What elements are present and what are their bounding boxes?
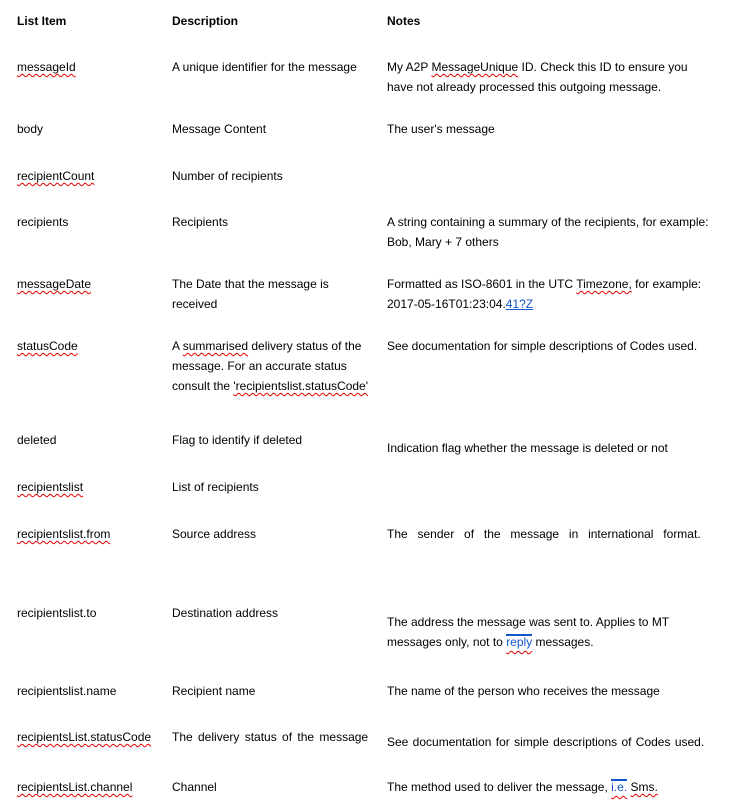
row-recipientsList-channel xyxy=(0,777,729,804)
description-cell xyxy=(172,430,374,450)
text-segment: Formatted as ISO-8601 in the UTC xyxy=(387,277,577,291)
table-header-row xyxy=(0,11,729,57)
row-recipientCount xyxy=(0,166,729,212)
misspelled-text: messageId xyxy=(17,60,76,74)
text-segment: A xyxy=(172,339,183,353)
text-segment: The delivery status of the message xyxy=(172,730,369,744)
notes-cell xyxy=(387,430,714,458)
notes-cell xyxy=(387,212,714,252)
text-segment: recipients xyxy=(17,215,69,229)
list-item-cell xyxy=(17,603,172,623)
misspelled-text: Timezone, xyxy=(576,277,632,291)
row-recipientslist-to xyxy=(0,603,729,681)
row-recipientsList-statusCode xyxy=(0,727,729,777)
text-segment: body xyxy=(17,122,44,136)
row-recipientslist xyxy=(0,477,729,524)
row-messageDate xyxy=(0,274,729,336)
list-item-cell xyxy=(17,336,172,356)
text-segment: Indication flag whether the message is deleted or not xyxy=(387,441,668,455)
text-segment: List of recipients xyxy=(172,480,259,494)
row-recipientslist-name xyxy=(0,681,729,727)
text-segment: The user's message xyxy=(387,122,495,136)
hyperlink[interactable]: reply xyxy=(506,635,533,649)
notes-cell xyxy=(387,727,714,752)
misspelled-text: summarised xyxy=(182,339,249,353)
misspelled-text: recipientslist xyxy=(17,480,84,494)
list-item-cell xyxy=(17,524,172,544)
text-segment: recipientslist.to xyxy=(17,606,97,620)
description-cell xyxy=(172,727,374,747)
description-cell xyxy=(172,274,374,314)
list-item-cell xyxy=(17,430,172,450)
text-segment: Destination address xyxy=(172,606,279,620)
hyperlink[interactable]: 41?Z xyxy=(505,297,534,311)
text-segment: A unique identifier for the message xyxy=(172,60,357,74)
text-segment: recipientslist.name xyxy=(17,684,117,698)
text-segment: Message Content xyxy=(172,122,267,136)
column-header-list-item: List Item xyxy=(17,14,67,28)
description-cell xyxy=(172,166,374,186)
text-segment: ID. Check this ID to ensure you have not already processed this outgoing message. xyxy=(387,60,688,94)
row-recipients xyxy=(0,212,729,274)
list-item-cell xyxy=(17,274,172,294)
description-cell xyxy=(172,57,374,77)
text-segment: Number of recipients xyxy=(172,169,283,183)
notes-cell xyxy=(387,336,714,356)
list-item-cell xyxy=(17,212,172,232)
misspelled-text: Sms. xyxy=(630,780,658,794)
text-segment: deleted xyxy=(17,433,57,447)
text-segment: for example: 2017-05-16T01:23:04. xyxy=(387,277,702,311)
misspelled-text: recipientsList.channel xyxy=(17,780,133,794)
notes-cell xyxy=(387,274,714,314)
notes-cell xyxy=(387,119,714,139)
list-item-cell xyxy=(17,777,172,797)
description-cell xyxy=(172,477,374,497)
text-segment: Recipient name xyxy=(172,684,256,698)
text-segment: See documentation for simple descriptions of Codes used. xyxy=(387,735,705,749)
misspelled-text: messageDate xyxy=(17,277,92,291)
text-segment: The sender of the message in international format. xyxy=(387,527,701,541)
notes-cell xyxy=(387,524,714,544)
text-segment: Source address xyxy=(172,527,257,541)
row-recipientslist-from xyxy=(0,524,729,603)
row-body xyxy=(0,119,729,166)
description-cell xyxy=(172,681,374,701)
list-item-cell xyxy=(17,166,172,186)
text-segment: The name of the person who receives the message xyxy=(387,684,660,698)
text-segment: Flag to identify if deleted xyxy=(172,433,303,447)
description-cell xyxy=(172,212,374,232)
notes-cell xyxy=(387,777,714,797)
text-segment: The address the message was sent to. Applies to MT messages only, not to xyxy=(387,615,669,649)
notes-cell xyxy=(387,57,714,97)
hyperlink[interactable]: i.e. xyxy=(611,780,628,794)
list-item-cell xyxy=(17,681,172,701)
text-segment: A string containing a summary of the recipients, for example: Bob, Mary + 7 others xyxy=(387,215,709,249)
notes-cell xyxy=(387,603,714,652)
description-cell xyxy=(172,603,374,623)
misspelled-text: recipientCount xyxy=(17,169,95,183)
misspelled-text: recipientslist.from xyxy=(17,527,111,541)
misspelled-text: statusCode xyxy=(17,339,78,353)
list-item-cell xyxy=(17,57,172,77)
description-cell xyxy=(172,524,374,544)
misspelled-text: 'recipientslist.statusCode' xyxy=(233,379,369,393)
text-segment: The method used to deliver the message, xyxy=(387,780,612,794)
column-header-description: Description xyxy=(172,14,239,28)
text-segment: messages. xyxy=(532,635,594,649)
row-messageId xyxy=(0,57,729,119)
description-cell xyxy=(172,119,374,139)
text-segment: The Date that the message is received xyxy=(172,277,329,311)
row-deleted xyxy=(0,430,729,477)
text-segment: See documentation for simple descriptions of Codes used. xyxy=(387,339,698,353)
description-cell xyxy=(172,336,374,396)
text-segment: delivery status of the message. For an accurate status consult the xyxy=(172,339,362,393)
text-segment: Recipients xyxy=(172,215,229,229)
list-item-cell xyxy=(17,727,172,747)
text-segment: Channel xyxy=(172,780,217,794)
notes-cell xyxy=(387,681,714,701)
column-header-notes: Notes xyxy=(387,14,421,28)
description-cell xyxy=(172,777,374,797)
misspelled-text: MessageUnique xyxy=(431,60,519,74)
list-item-cell xyxy=(17,477,172,497)
row-statusCode xyxy=(0,336,729,430)
text-segment: My A2P xyxy=(387,60,432,74)
misspelled-text: recipientsList.statusCode xyxy=(17,730,152,744)
list-item-cell xyxy=(17,119,172,139)
